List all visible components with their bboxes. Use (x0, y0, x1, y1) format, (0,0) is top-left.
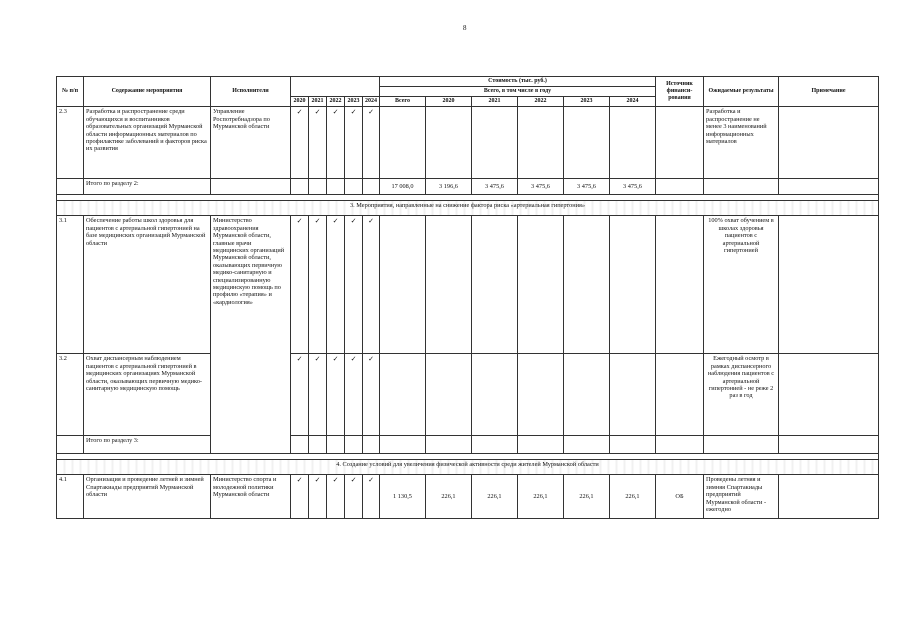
check-mark: ✓ (309, 216, 327, 354)
header-content: Содержание мероприятия (84, 77, 211, 107)
header-year: 2022 (327, 97, 345, 107)
row-executors: Министерство здравоохранения Мурманской области, главные врачи медицинских организаций Мурманской области, оказывающих первичную медико-санитарную и специализированную медицинскую помощь по профилю «терапия» и «кардиология» (211, 216, 291, 454)
total-value: 3 475,6 (472, 179, 518, 195)
check-mark: ✓ (327, 216, 345, 354)
row-content: Обеспечение работы школ здоровья для пациентов с артериальной гипертонией на базе медицинских организаций Мурманской области (84, 216, 211, 354)
row-num: 2.3 (57, 107, 84, 179)
check-mark: ✓ (327, 107, 345, 179)
check-mark: ✓ (363, 354, 380, 436)
header-note: Примечание (779, 77, 879, 107)
section-header (57, 460, 879, 475)
check-mark: ✓ (345, 107, 363, 179)
row-executors: Управление Роспотребнадзора по Мурманской области (211, 107, 291, 179)
header-source: Источник финанси-рования (656, 77, 704, 107)
check-mark: ✓ (327, 475, 345, 519)
section-title: 4. Создание условий для увеличения физической активности среди жителей Мурманской области (57, 460, 879, 475)
check-mark: ✓ (291, 354, 309, 436)
cost-value: 226,1 (426, 475, 472, 519)
row-content: Охват диспансерным наблюдением пациентов с артериальной гипертонией в медицинских организациях Мурманской области, оказывающих первичную медико-санитарную медицинскую помощь (84, 354, 211, 436)
check-mark: ✓ (309, 354, 327, 436)
table-row (57, 475, 879, 519)
total-value: 3 475,6 (564, 179, 610, 195)
header-executors: Исполнители (211, 77, 291, 107)
table-row-total (57, 436, 879, 454)
row-result: Проведены летняя и зимняя Спартакиады предприятий Мурманской области - ежегодно (704, 475, 779, 519)
total-value: 3 196,6 (426, 179, 472, 195)
check-mark: ✓ (291, 107, 309, 179)
cost-value: 226,1 (610, 475, 656, 519)
total-label: Итого по разделу 3: (84, 436, 211, 454)
header-year: 2024 (363, 97, 380, 107)
row-content: Разработка и распространение среди обучающихся и воспитанников образовательных организаций Мурманской области информационных материалов по профилактике заболеваний и факторов риска их развития (84, 107, 211, 179)
funding-source: ОБ (656, 475, 704, 519)
section-header (57, 201, 879, 216)
check-mark: ✓ (309, 475, 327, 519)
check-mark: ✓ (309, 107, 327, 179)
header-num: № п/п (57, 77, 84, 107)
check-mark: ✓ (363, 216, 380, 354)
total-value: 3 475,6 (610, 179, 656, 195)
row-content: Организация и проведение летней и зимней Спартакиады предприятий Мурманской области (84, 475, 211, 519)
section-title: 3. Мероприятия, направленные на снижение фактора риска «артериальная гипертония» (57, 201, 879, 216)
header-year: 2023 (345, 97, 363, 107)
total-value: 17 008,0 (380, 179, 426, 195)
check-mark: ✓ (345, 216, 363, 354)
row-result: Ежегодный осмотр в рамках диспансерного наблюдения пациентов с артериальной гипертонией - не реже 2 раз в год (704, 354, 779, 436)
check-mark: ✓ (363, 475, 380, 519)
cost-value: 226,1 (472, 475, 518, 519)
table-row (57, 216, 879, 354)
row-num: 3.2 (57, 354, 84, 436)
row-result: Разработка и распространение не менее 3 наименований информационных материалов (704, 107, 779, 179)
header-year: 2021 (309, 97, 327, 107)
total-value: 3 475,6 (518, 179, 564, 195)
cost-value: 226,1 (518, 475, 564, 519)
check-mark: ✓ (291, 475, 309, 519)
check-mark: ✓ (345, 475, 363, 519)
table-row (57, 354, 879, 436)
row-num: 4.1 (57, 475, 84, 519)
row-num: 3.1 (57, 216, 84, 354)
cost-value: 1 130,5 (380, 475, 426, 519)
check-mark: ✓ (345, 354, 363, 436)
header-years-blank (291, 77, 380, 97)
program-plan-table (56, 76, 879, 519)
check-mark: ✓ (327, 354, 345, 436)
header-cost-col: 2020 (426, 97, 472, 107)
header-cost-col: 2023 (564, 97, 610, 107)
row-executors: Министерство спорта и молодежной политики Мурманской области (211, 475, 291, 519)
cost-value: 226,1 (564, 475, 610, 519)
header-cost-col: 2022 (518, 97, 564, 107)
header-expected: Ожидаемые результаты (704, 77, 779, 107)
header-cost-col: 2024 (610, 97, 656, 107)
row-result: 100% охват обучением в школах здоровья пациентов с артериальной гипертонией (704, 216, 779, 354)
check-mark: ✓ (363, 107, 380, 179)
header-cost-subtitle: Всего, в том числе в году (380, 87, 656, 97)
header-cost-title: Стоимость (тыс. руб.) (380, 77, 656, 87)
header-cost-col: Всего (380, 97, 426, 107)
page-number: 8 (463, 24, 467, 32)
table-row (57, 107, 879, 179)
header-year: 2020 (291, 97, 309, 107)
check-mark: ✓ (291, 216, 309, 354)
total-label: Итого по разделу 2: (84, 179, 211, 195)
table-row-total (57, 179, 879, 195)
header-cost-col: 2021 (472, 97, 518, 107)
